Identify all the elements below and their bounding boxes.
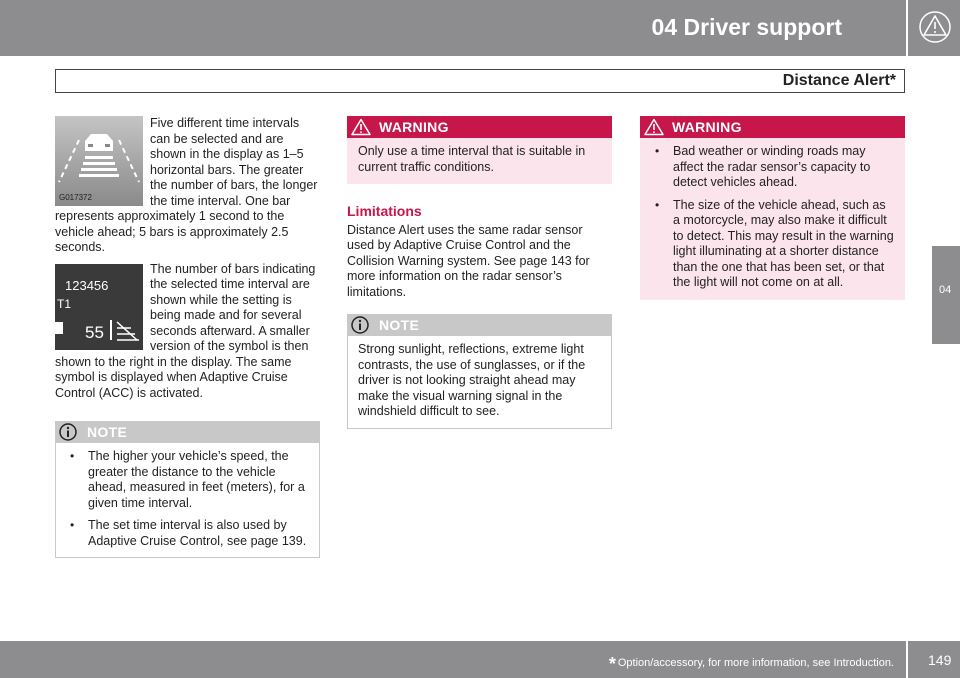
footer-note: [609, 654, 894, 675]
info-icon: [351, 316, 369, 334]
note-body: [55, 443, 320, 558]
chapter-side-tab[interactable]: [932, 246, 960, 344]
odometer-readout: 123456: [65, 277, 109, 293]
warning-triangle-icon: [644, 118, 664, 136]
column-2: [347, 116, 612, 429]
note-header: [55, 421, 320, 443]
note-header: [347, 314, 612, 336]
page-number-box: [906, 641, 960, 678]
footer-bar: [0, 641, 906, 678]
limitations-paragraph: Distance Alert uses the same radar sensor used by Adaptive Cruise Control and the Collision Warning system. See page 143 for more information on the radar sensor’s limitations.: [347, 222, 590, 299]
header-icon-box: [906, 0, 960, 56]
chapter-title: 04 Driver support: [651, 14, 842, 40]
note-list: [66, 449, 309, 549]
column-1: [55, 116, 320, 558]
warning-body: Only use a time interval that is suitable in current traffic conditions.: [347, 138, 612, 184]
cluster-illustration: [55, 264, 143, 350]
note-label: NOTE: [87, 424, 128, 440]
info-icon: [59, 423, 77, 441]
header-bar: [0, 0, 906, 56]
warning-label: WARNING: [379, 119, 449, 135]
list-item: • Bad weather or winding roads may affect the radar sensor’s capacity to detect vehicles ahead.: [651, 144, 894, 191]
warning-header: [347, 116, 612, 138]
warning-triangle-icon: [351, 118, 371, 136]
section-title: Distance Alert*: [782, 72, 896, 89]
page-number: 149: [928, 652, 952, 668]
symbol-paragraph: The number of bars indicating the selected time interval are shown while the setting is being made and for several seconds afterward. A smaller version of the symbol is then shown to the right in the display. The same symbol is displayed when Adaptive Cruise Control (ACC) is activated.: [55, 261, 316, 400]
list-item: • The higher your vehicle’s speed, the greater the distance to the vehicle ahead, measured in feet (meters), for a given time interval.: [66, 449, 309, 511]
note-box-2: [347, 314, 612, 429]
column-3: [640, 116, 905, 300]
list-item: • The size of the vehicle ahead, such as a motorcycle, may also make it difficult to detect. This may result in the warning light illuminating at a shorter distance than the one that has been set, or that the light will not come on at all.: [651, 198, 894, 291]
note-label: NOTE: [379, 317, 420, 333]
warning-list: [651, 144, 894, 291]
footer-asterisk: *: [608, 654, 616, 674]
warning-box-2: [640, 116, 905, 300]
side-tab-label: 04: [939, 284, 952, 296]
section-title-frame: [55, 69, 905, 93]
note-box-1: [55, 421, 320, 558]
display-bars-figure: [55, 116, 143, 206]
footer-note-text: Option/accessory, for more information, see Introduction.: [617, 657, 894, 669]
warning-header: [640, 116, 905, 138]
figure-code: G017372: [59, 193, 92, 202]
warning-label: WARNING: [672, 119, 742, 135]
warning-box-1: [347, 116, 612, 184]
warning-body: [640, 138, 905, 300]
limitations-heading: Limitations: [347, 203, 422, 219]
instrument-cluster-figure: [55, 264, 143, 350]
intro-paragraph: Five different time intervals can be selected and are shown in the display as 1–5 horizontal bars. The greater the number of bars, the longer the time interval. One bar represents approximately 1 second to the vehicle ahead; 5 bars is approximately 2.5 seconds.: [55, 116, 318, 254]
list-item: • The set time interval is also used by Adaptive Cruise Control, see page 139.: [66, 518, 309, 549]
warning-triangle-icon: [918, 8, 952, 46]
speed-readout: 55: [85, 322, 104, 342]
note-body: Strong sunlight, reflections, extreme light contrasts, the use of sunglasses, or if the driver is not looking straight ahead may make the visual warning signal in the windshield difficult to see.: [347, 336, 612, 429]
trip-readout: T1: [57, 296, 72, 311]
